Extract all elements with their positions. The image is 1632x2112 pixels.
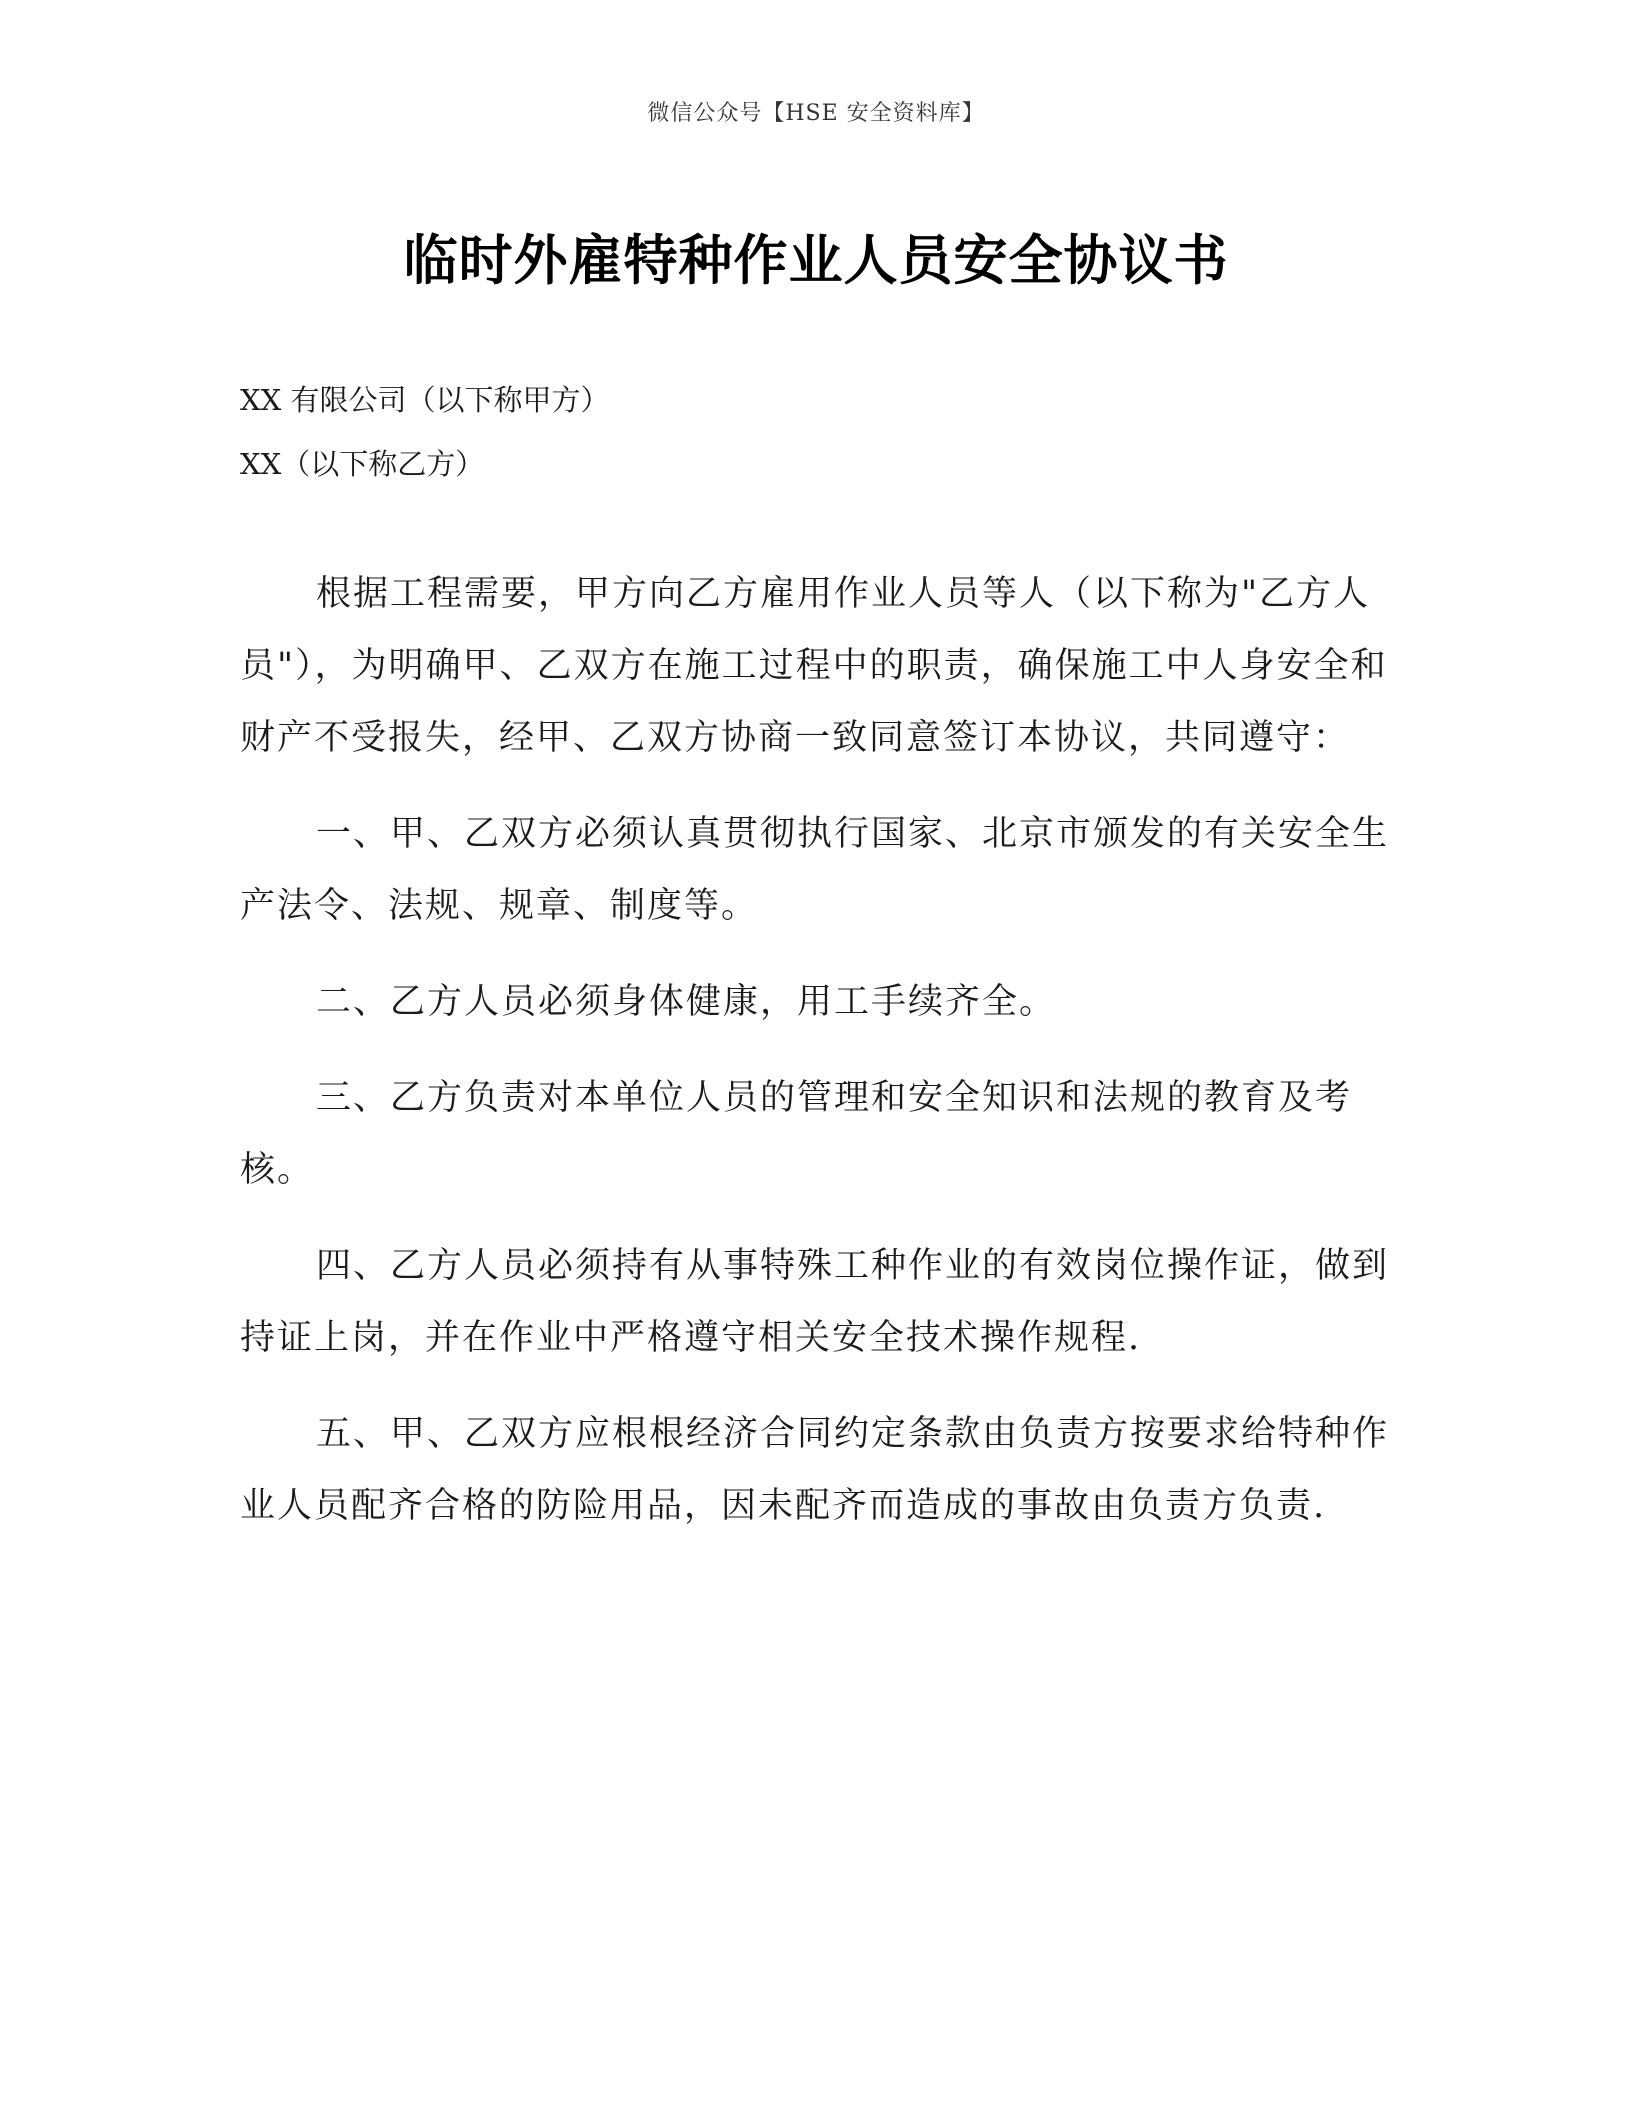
paragraph-intro: 根据工程需要，甲方向乙方雇用作业人员等人（以下称为"乙方人员"），为明确甲、乙双方在施工过程中的职责，确保施工中人身安全和财产不受报失，经甲、乙双方协商一致同意签订本协议，共同遵守： (240, 574, 1388, 758)
party-b-line: XX（以下称乙方） (240, 447, 485, 481)
paragraph-clause-2: 二、乙方人员必须身体健康，用工手续齐全。 (316, 982, 1057, 1022)
paragraph-clause-4: 四、乙方人员必须持有从事特殊工种作业的有效岗位操作证，做到持证上岗，并在作业中严格遵守相关安全技术操作规程. (240, 1246, 1390, 1358)
paragraph-clause-5: 五、甲、乙双方应根根经济合同约定条款由负责方按要求给特种作业人员配齐合格的防险用品，因未配齐而造成的事故由负责方负责. (240, 1414, 1390, 1526)
party-a-line: XX 有限公司（以下称甲方） (240, 383, 610, 417)
page-header: 微信公众号【HSE 安全资料库】 (647, 101, 985, 126)
paragraph-clause-1: 一、甲、乙双方必须认真贯彻执行国家、北京市颁发的有关安全生产法令、法规、规章、制度等。 (240, 814, 1390, 926)
agreement-body (240, 558, 1392, 1566)
paragraph-clause-3: 三、乙方负责对本单位人员的管理和安全知识和法规的教育及考核。 (240, 1078, 1353, 1190)
document-title: 临时外雇特种作业人员安全协议书 (403, 228, 1229, 292)
